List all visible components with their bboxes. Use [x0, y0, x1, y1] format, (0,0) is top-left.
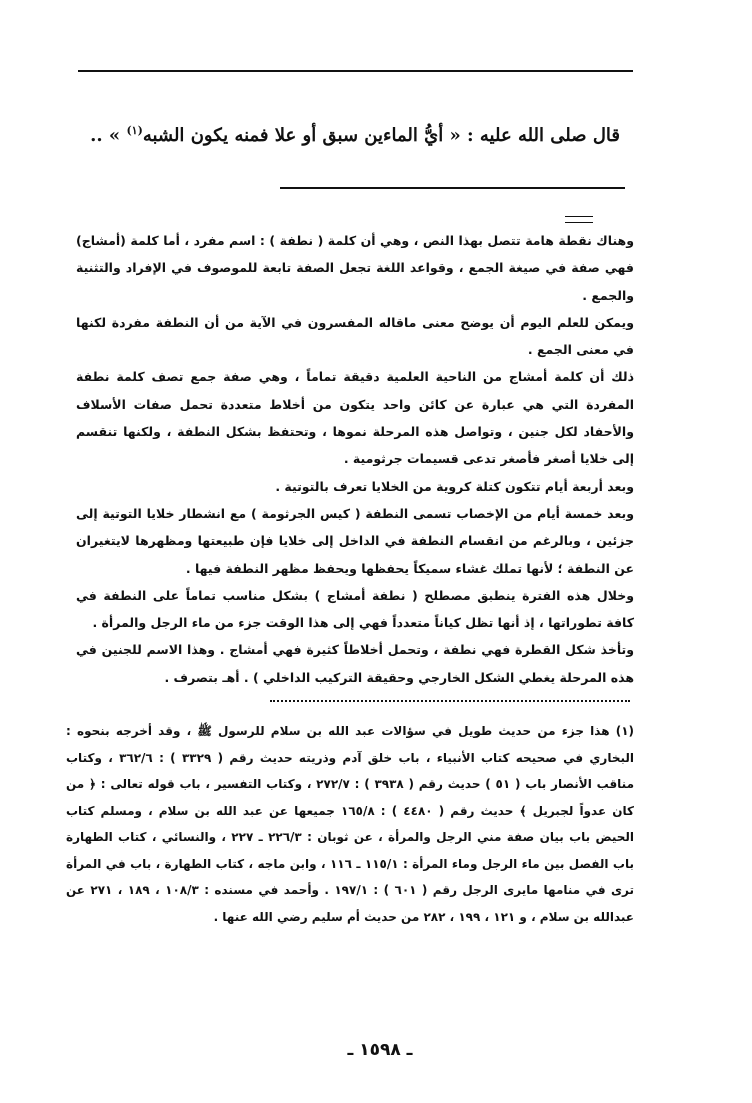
body-text [76, 227, 634, 691]
paragraph: وبعد أربعة أيام تتكون كتلة كروية من الخلايا تعرف بالتوتية . [275, 478, 634, 494]
paragraph: وتأخذ شكل القطرة فهي نطفة ، وتحمل أخلاطاً كثيرة فهي أمشاج . وهذا الاسم للجنين في هذه المرحلة يغطي الشكل الخارجي وحقيقة التركيب الداخلي ) . أهـ بتصرف . [76, 642, 634, 685]
page-number: ـ ١٥٩٨ ـ [347, 1040, 413, 1060]
paragraph: وبعد خمسة أيام من الإخصاب تسمى النطفة ( كيس الجرثومة ) مع انشطار خلايا التوتية إلى جزئين ، وبالرغم من انقسام النطفة في الداخل إلى خلايا فإن طبيعتها ومظهرها لايتغيران عن النطفة ؛ لأنها تملك غشاء سميكاً يحفظها ويحفظ مظهر النطفة فيها . [76, 505, 634, 576]
header-rule [78, 70, 633, 72]
hadith-quote [60, 124, 620, 146]
quote-underline [280, 187, 625, 189]
paragraph: وخلال هذه الفترة ينطبق مصطلح ( نطفة أمشاج ) بشكل مناسب تماماً على النطفة في كافة تطوراتها ، إذ أنها تظل كياناً متعدداً فهي إلى هذا الوقت جزء من ماء الرجل والمرأة . [76, 587, 634, 631]
footnote-separator [270, 700, 630, 702]
footnote [66, 718, 634, 930]
paragraph: ذلك أن كلمة أمشاج من الناحية العلمية دقيقة تماماً ، وهي صفة جمع تصف كلمة نطفة المفردة التي هي عبارة عن كائن واحد يتكون من أخلاط متعددة تحمل صفات الأسلاف والأحفاد لكل جنين ، وتواصل هذه المرحلة نموها ، وتحتفظ بشكل النطفة ، ولكنها تنقسم إلى خلايا أصغر فأصغر تدعى قسيمات جرثومية . [76, 369, 634, 467]
paragraph: ويمكن للعلم اليوم أن يوضح معنى ماقاله المفسرون في الآية من أن النطفة مفردة لكنها في معنى الجمع . [76, 314, 634, 358]
footnote-text: (١) هذا جزء من حديث طويل في سؤالات عبد الله بن سلام للرسول ﷺ ، وقد أخرجه بنحوه : البخاري في صحيحه كتاب الأنبياء ، باب خلق آدم وذريته حديث رقم ( ٣٣٢٩ ) : ٣٦٢/٦ ، وكتاب مناقب الأنصار باب ( ٥١ ) حديث رقم ( ٣٩٣٨ ) : ٢٧٢/٧ ، وكتاب التفسير ، باب قوله تعالى : ﴿ من كان عدواً لجبريل ﴾ حديث رقم ( ٤٤٨٠ ) : ١٦٥/٨ جميعها عن عبد الله بن سلام ، ومسلم كتاب الحيض باب بيان صفة مني الرجل والمرأة ، عن ثوبان : ٢٢٦/٣ ـ ٢٢٧ ، والنسائي ، كتاب الطهارة باب الفصل بين ماء الرجل وماء المرأة : ١١٥/١ ـ ١١٦ ، وابن ماجه ، كتاب الطهارة ، باب في المرأة ترى في منامها مايرى الرجل رقم ( ٦٠١ ) : ١٩٧/١ . وأحمد في مسنده : ١٠٨/٣ ، ١٨٩ ، ٢٧١ عن عبدالله بن سلام ، و ١٢١ ، ١٩٩ ، ٢٨٢ من حديث أم سليم رضي الله عنها . [66, 724, 635, 924]
footnote-marker: (١) [126, 124, 143, 137]
quote-closing: » .. [90, 125, 121, 146]
paragraph: وهناك نقطة هامة تتصل بهذا النص ، وهي أن كلمة ( نطفة ) : اسم مفرد ، أما كلمة (أمشاج) فهي صفة في صيغة الجمع ، وقواعد اللغة تجعل الصفة تابعة للموصوف في الإفراد والتثنية والجمع . [76, 233, 634, 303]
quote-text: قال صلى الله عليه : « أيُّ الماءين سبق أو علا فمنه يكون الشبه [142, 125, 620, 146]
section-separator [565, 216, 593, 223]
